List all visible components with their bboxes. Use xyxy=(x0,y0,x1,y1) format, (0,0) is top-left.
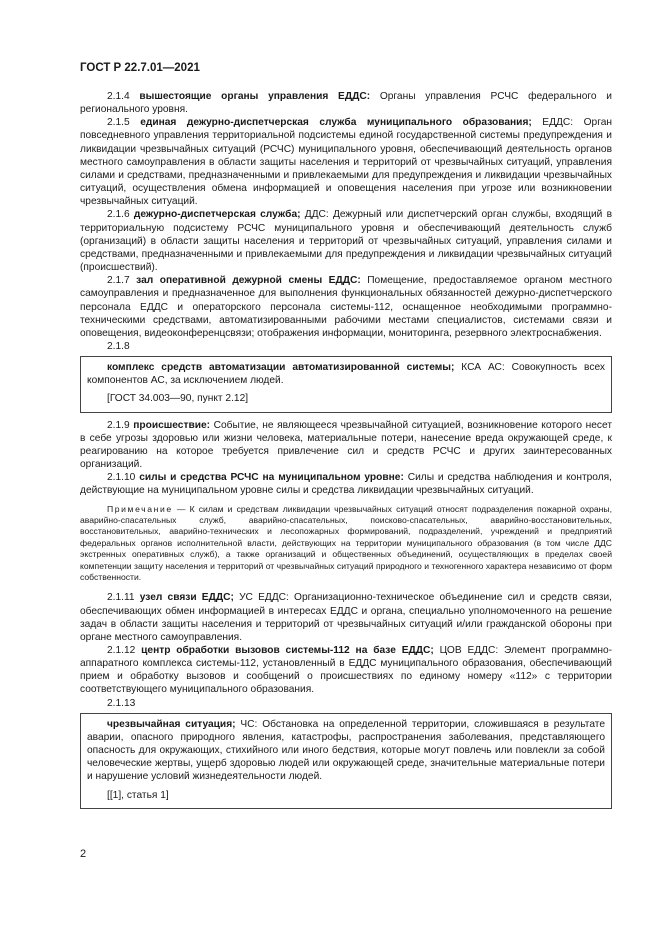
definition-2-1-13 xyxy=(87,718,605,784)
definition-2-1-6 xyxy=(80,208,612,274)
term: чрезвычайная ситуация; xyxy=(107,718,236,730)
term: дежурно-диспетчерская служба; xyxy=(133,209,301,221)
definition-text: Событие, не являющееся чрезвычайной ситуацией, возникновение которого несет в себе угрозы здоровью или жизни человека, материальные потери, нанесение вреда окружающей среде, к реагированию на которое требуется привлечение сил и средств РСЧС и других заинтересованных организаций. xyxy=(80,419,612,471)
definition-text: ЦОВ ЕДДС: Элемент программно-аппаратного комплекса системы-112, установленный в ЕДДС муниципального образования, обеспечивающий прием и обработку вызовов и сообщений о происшествиях по единому номеру «112» с территории соответствующего муниципального образования. xyxy=(80,645,613,696)
definition-2-1-7 xyxy=(80,274,612,340)
term: комплекс средств автоматизации автоматизированной системы; xyxy=(107,362,455,374)
definition-text: ЕДДС: Орган повседневного управления территориальной подсистемы единой государственной системы предупреждения и ликвидации чрезвычайных ситуаций (РСЧС) муниципального уровня, обеспечивающий деятельность органов местного самоуправления в области защиты населения и территорий от чрезвычайных ситуаций, управления силами и средствами, предназначенными и привлекаемыми для предупреждения и ликвидации чрезвычайных ситуаций, осуществления обмена информацией и оповещения населения при угрозе или возникновении чрезвычайных ситуаций. xyxy=(80,117,612,208)
clause-number: 2.1.4 xyxy=(107,91,140,102)
clause-number: 2.1.7 xyxy=(107,275,137,287)
document-header: ГОСТ Р 22.7.01—2021 xyxy=(80,62,200,74)
term: силы и средства РСЧС на муниципальном уровне: xyxy=(139,472,404,484)
definition-text: ДДС: Дежурный или диспетчерский орган службы, входящий в территориальную подсистему РСЧС муниципального уровня и обеспечивающий деятельность служб (организаций) в области защиты населения и территорий от чрезвычайных ситуаций, управления силами и средствами, предназначенными и привлекаемыми для предупреждения и ликвидации чрезвычайных ситуаций (происшествий). xyxy=(80,209,612,274)
document-body xyxy=(80,90,612,815)
definition-text: Помещение, предоставляемое органом местного самоуправления и предназначенное для выполнения функциональных обязанностей дежурно-диспетчерского персонала ЕДДС и операторского персонала системы-112, оснащенное необходимыми программно-техническими средствами, автоматизированными рабочими местами специалистов, системами связи и оповещения, видеоконференцсвязи; отображения информации, мониторинга, резервного электроснабжения. xyxy=(80,275,612,339)
term: узел связи ЕДДС; xyxy=(139,592,234,604)
source-reference: [ГОСТ 34.003—90, пункт 2.12] xyxy=(107,393,249,405)
source-reference: [[1], статья 1] xyxy=(107,789,169,801)
definition-2-1-11 xyxy=(80,591,612,644)
clause-number-2-1-8: 2.1.8 xyxy=(107,340,130,352)
note-label: Примечание xyxy=(107,503,173,514)
definition-text: ЧС: Обстановка на определенной территории, сложившаяся в результате аварии, опасного природного явления, катастрофы, распространения заболевания, представляющего опасность для окружающих, стихийного или иного бедствия, которые могут повлечь или повлекли за собой человеческие жертвы, ущерб здоровью людей или окружающей среде, значительные материальные потери и нарушение условий жизнедеятельности людей. xyxy=(87,718,605,783)
term: зал оперативной дежурной смены ЕДДС: xyxy=(136,275,361,287)
term: вышестоящие органы управления ЕДДС: xyxy=(139,91,371,102)
clause-number: 2.1.6 xyxy=(107,209,134,221)
note-text: — К силам и средствам ликвидации чрезвычайных ситуаций относят подразделения пожарной охраны, аварийно-спасательных служб, аварийно-спасательных, поисково-спасательных, аварийно-восстановительных, восстановительных, аварийно-технических и лесопожарных формирований, подразделений, учреждений и предприятий федеральных органов исполнительной власти, действующих на территории муниципального образования (в том числе ДДС экстренных оперативных служб), а также организаций и общественных объединений, осуществляющих в пределах своей компетенции защиту населения и территорий от чрезвычайных ситуаций природного и техногенного характера независимо от форм собственности. xyxy=(80,503,612,582)
term: центр обработки вызовов системы-112 на базе ЕДДС; xyxy=(141,645,434,656)
definition-2-1-5 xyxy=(80,116,612,208)
clause-number: 2.1.10 xyxy=(107,472,140,484)
definition-2-1-4 xyxy=(80,90,612,116)
definition-box-2-1-13 xyxy=(80,713,612,809)
definition-text: Органы управления РСЧС федерального и регионального уровня. xyxy=(80,91,612,116)
note xyxy=(80,504,612,584)
term: единая дежурно-диспетчерская служба муниципального образования; xyxy=(140,117,532,129)
definition-text: Силы и средства наблюдения и контроля, действующие на муниципальном уровне силы и средства ликвидации чрезвычайных ситуаций. xyxy=(80,472,613,497)
term: происшествие: xyxy=(133,419,211,431)
definition-text: УС ЕДДС: Организационно-техническое объединение сил и средств связи, обеспечивающих обмен информацией в интересах ЕДДС и органа, специально уполномоченного на решение задач в области защиты населения и территорий от чрезвычайных ситуаций и/или гражданской обороны при органе местного самоуправления. xyxy=(80,592,612,643)
definition-2-1-8 xyxy=(87,361,605,387)
page-number: 2 xyxy=(80,848,87,860)
definition-2-1-10 xyxy=(80,471,612,497)
clause-number: 2.1.12 xyxy=(107,645,142,656)
clause-number-2-1-13: 2.1.13 xyxy=(107,697,136,709)
definition-text: КСА АС: Совокупность всех компонентов АС, за исключением людей. xyxy=(87,362,605,387)
clause-number: 2.1.11 xyxy=(107,592,140,604)
clause-number: 2.1.9 xyxy=(107,419,134,431)
clause-number: 2.1.5 xyxy=(107,117,141,129)
definition-2-1-9 xyxy=(80,419,612,472)
definition-2-1-12 xyxy=(80,644,612,697)
definition-box-2-1-8 xyxy=(80,356,612,412)
